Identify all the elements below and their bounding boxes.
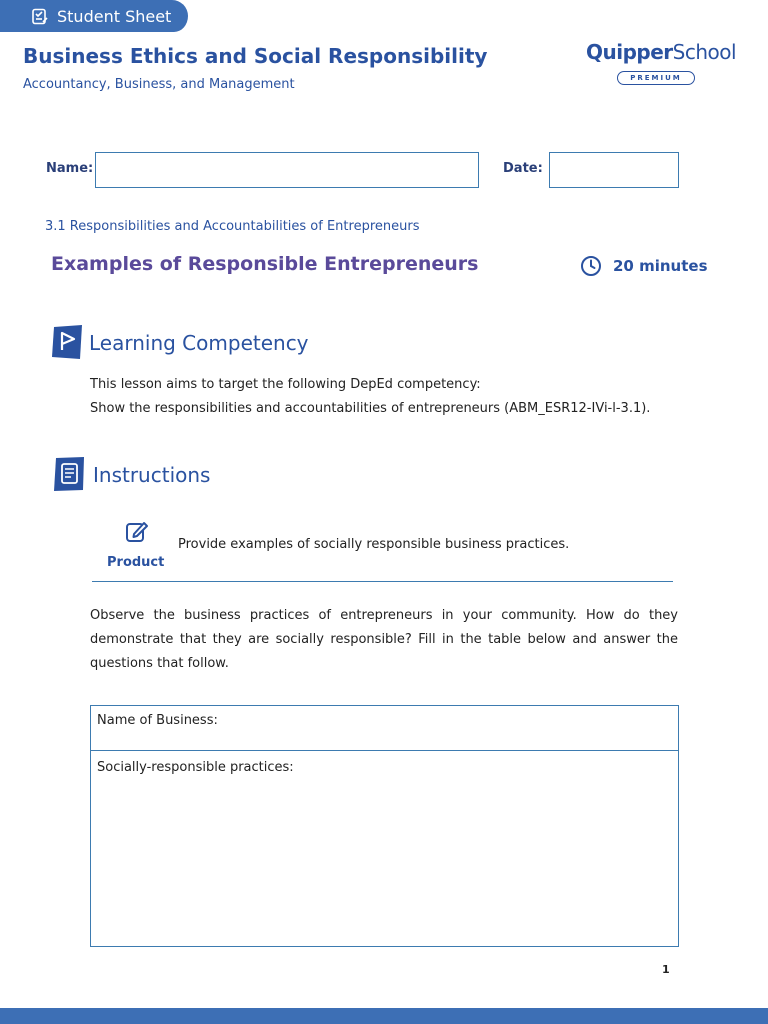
instructions-heading: Instructions [93, 463, 211, 487]
footer-bar [0, 1008, 768, 1024]
quipper-school-logo [586, 40, 737, 88]
learning-competency-heading: Learning Competency [89, 331, 309, 355]
practices-row[interactable] [91, 751, 678, 775]
instructions-body: Observe the business practices of entrepreneurs in your community. How do they demonstrate that they are socially responsible? Fill in the table below and answer the questions that follow. [90, 608, 678, 671]
document-title: Business Ethics and Social Responsibility [23, 44, 488, 68]
practices-label: Socially-responsible practices: [97, 760, 294, 775]
business-name-label: Name of Business: [97, 713, 218, 728]
competency-detail: Show the responsibilities and accountabilities of entrepreneurs (ABM_ESR12-IVi-l-3.1). [90, 401, 651, 416]
document-subtitle: Accountancy, Business, and Management [23, 77, 295, 92]
checklist-icon [32, 8, 48, 25]
clock-icon [580, 255, 602, 277]
flag-icon [50, 323, 84, 361]
name-label: Name: [46, 161, 94, 176]
student-sheet-tag [0, 0, 188, 32]
duration-text: 20 minutes [613, 257, 708, 275]
student-sheet-label: Student Sheet [57, 6, 172, 26]
date-label: Date: [503, 161, 543, 176]
name-field[interactable] [95, 152, 479, 188]
breadcrumb: 3.1 Responsibilities and Accountabilities of Entrepreneurs [45, 219, 420, 234]
edit-icon [125, 520, 149, 544]
duration [580, 255, 708, 277]
divider [92, 581, 673, 582]
notepad-icon [52, 455, 86, 493]
date-field[interactable] [549, 152, 679, 188]
logo-premium-badge: PREMIUM [617, 71, 695, 85]
competency-intro: This lesson aims to target the following DepEd competency: [90, 377, 481, 392]
product-text: Provide examples of socially responsible business practices. [178, 537, 570, 552]
business-name-row[interactable] [91, 706, 678, 751]
practices-table [90, 705, 679, 947]
logo-wordmark: QuipperSchool [586, 40, 737, 64]
lesson-title: Examples of Responsible Entrepreneurs [51, 253, 479, 275]
page-number: 1 [662, 963, 670, 976]
product-label: Product [107, 555, 165, 570]
